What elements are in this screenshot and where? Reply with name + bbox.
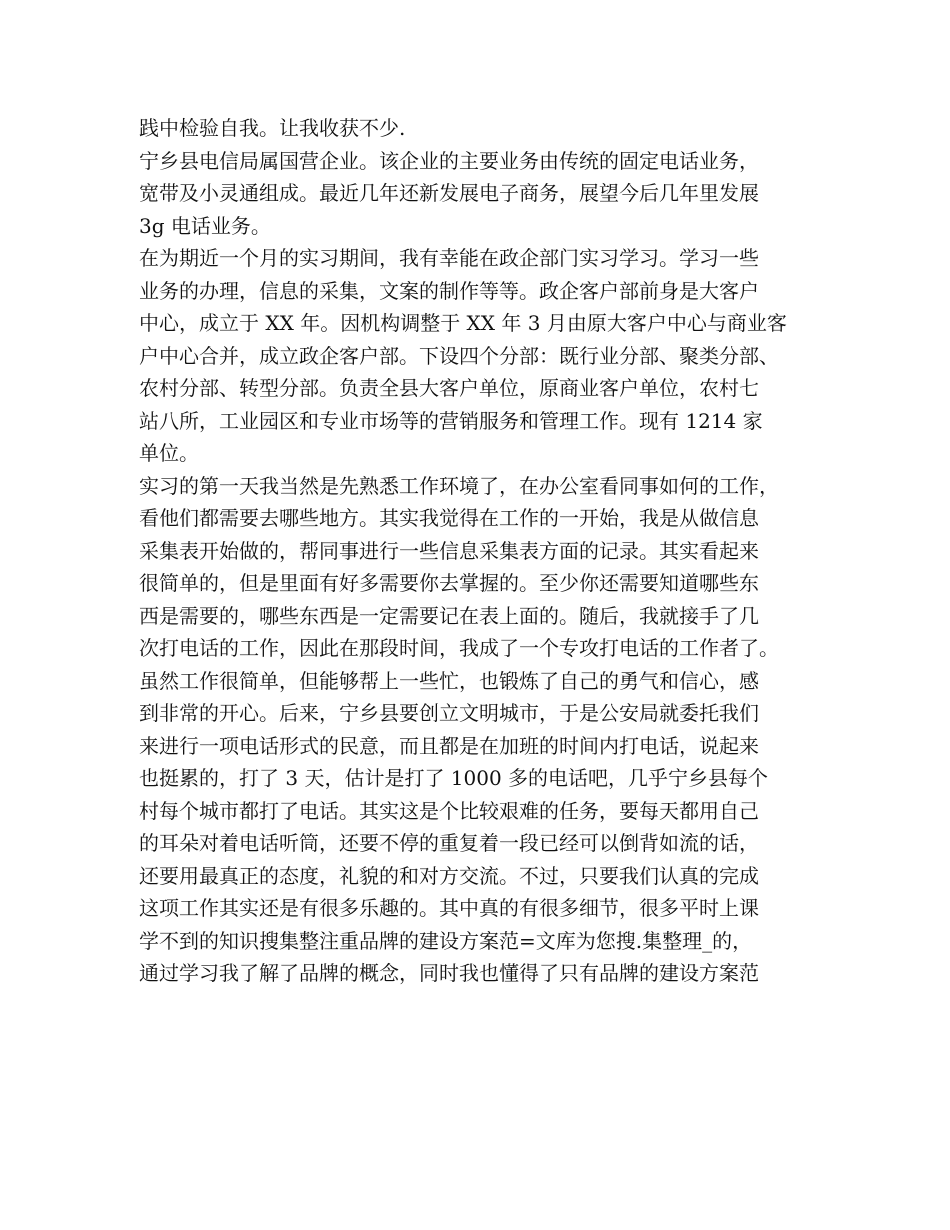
text-line: 宽带及小灵通组成。最近几年还新发展电子商务，展望今后几年里发展 [139, 181, 759, 205]
text-line: 通过学习我了解了品牌的概念，同时我也懂得了只有品牌的建设方案范 [139, 961, 759, 985]
text-line: 很简单的，但是里面有好多需要你去掌握的。至少你还需要知道哪些东 [139, 571, 759, 595]
text-line: 户中心合并，成立政企客户部。下设四个分部：既行业分部、聚类分部、 [139, 343, 779, 368]
text-line: 村每个城市都打了电话。其实这是个比较艰难的任务，要每天都用自己 [139, 798, 759, 823]
text-line: 在为期近一个月的实习期间，我有幸能在政企部门实习学习。学习一些 [139, 246, 759, 270]
text-line: 虽然工作很简单，但能够帮上一些忙，也锻炼了自己的勇气和信心，感 [139, 668, 759, 693]
text-line: 实习的第一天我当然是先熟悉工作环境了，在办公室看同事如何的工作， [139, 473, 779, 498]
text-line: 来进行一项电话形式的民意，而且都是在加班的时间内打电话，说起来 [139, 733, 759, 758]
text-line: 西是需要的，哪些东西是一定需要记在表上面的。随后，我就接手了几 [139, 603, 759, 628]
text-line: 站八所，工业园区和专业市场等的营销服务和管理工作。现有 1214 家 [139, 408, 763, 433]
text-line: 也挺累的，打了 3 天，估计是打了 1000 多的电话吧，几乎宁乡县每个 [139, 766, 769, 790]
text-line: 农村分部、转型分部。负责全县大客户单位，原商业客户单位，农村七 [139, 376, 759, 400]
text-line: 这项工作其实还是有很多乐趣的。其中真的有很多细节，很多平时上课 [139, 896, 759, 920]
text-line: 还要用最真正的态度，礼貌的和对方交流。不过，只要我们认真的完成 [139, 863, 759, 888]
text-line: 业务的办理，信息的采集，文案的制作等等。政企客户部前身是大客户 [139, 278, 759, 303]
text-line: 次打电话的工作，因此在那段时间，我成了一个专攻打电话的工作者了。 [139, 636, 779, 660]
text-line: 单位。 [139, 441, 199, 465]
document-body [139, 112, 829, 990]
text-line: 看他们都需要去哪些地方。其实我觉得在工作的一开始，我是从做信息 [139, 506, 759, 530]
text-line: 采集表开始做的，帮同事进行一些信息采集表方面的记录。其实看起来 [139, 538, 759, 563]
text-line: 践中检验自我。让我收获不少. [139, 116, 406, 140]
text-line: 中心，成立于 XX 年。因机构调整于 XX 年 3 月由原大客户中心与商业客 [139, 311, 787, 335]
text-line: 3g 电话业务。 [139, 213, 271, 238]
text-line: 的耳朵对着电话听筒，还要不停的重复着一段已经可以倒背如流的话， [139, 831, 759, 855]
text-line: 到非常的开心。后来，宁乡县要创立文明城市，于是公安局就委托我们 [139, 701, 759, 725]
text-line: 宁乡县电信局属国营企业。该企业的主要业务由传统的固定电话业务， [139, 148, 759, 173]
text-line: 学不到的知识搜集整注重品牌的建设方案范=文库为您搜.集整理_的， [139, 928, 753, 953]
